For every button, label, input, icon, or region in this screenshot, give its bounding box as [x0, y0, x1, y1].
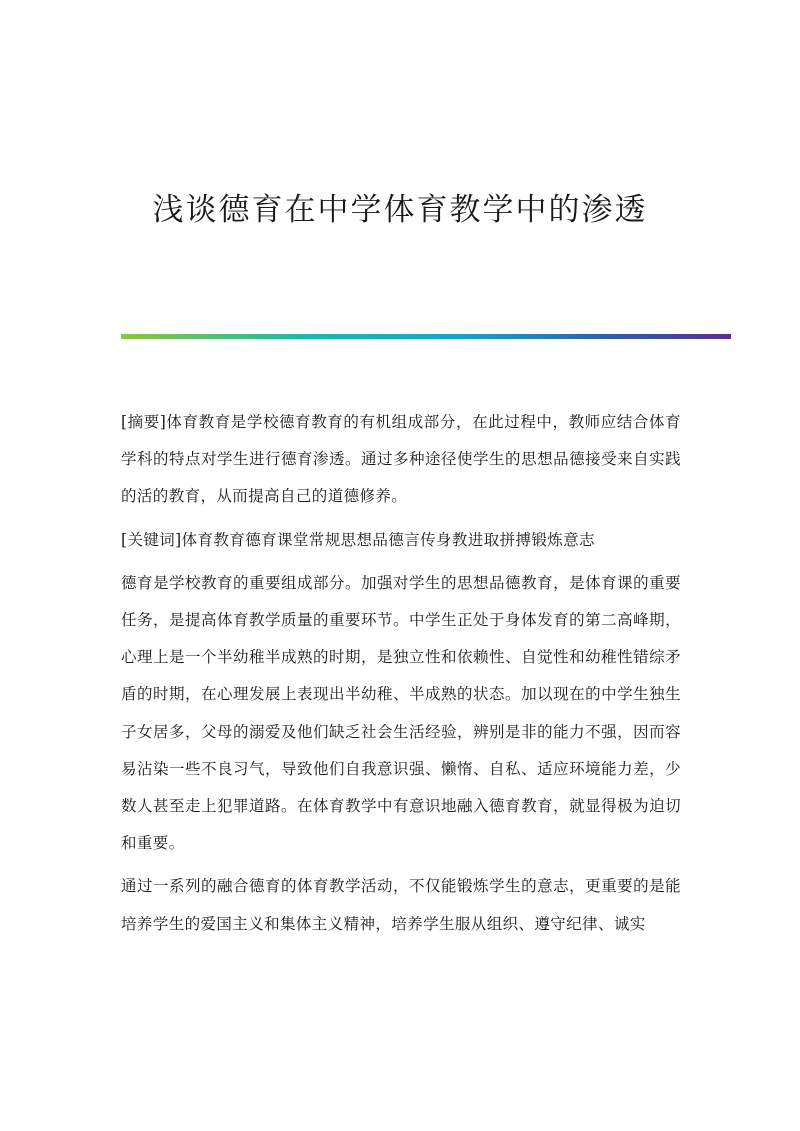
body-paragraph: 德育是学校教育的重要组成部分。加强对学生的思想品德教育，是体育课的重要任务，是提高体育教学质量的重要环节。中学生正处于身体发育的第二高峰期，心理上是一个半幼稚半成熟的时期，是独立性和依赖性、自觉性和幼稚性错综矛盾的时期，在心理发展上表现出半幼稚、半成熟的状态。加以现在的中学生独生子女居多，父母的溺爱及他们缺乏社会生活经验，辨别是非的能力不强，因而容易沾染一些不良习气，导致他们自我意识强、懒惰、自私、适应环境能力差，少数人甚至走上犯罪道路。在体育教学中有意识地融入德育教育，就显得极为迫切和重要。: [121, 573, 681, 853]
document-body: [121, 404, 681, 943]
document-title: 浅谈德育在中学体育教学中的渗透: [152, 192, 648, 228]
title-divider: [121, 334, 731, 339]
keywords-paragraph: [关键词]体育教育德育课堂常规思想品德言传身教进取拼搏锻炼意志: [121, 530, 595, 549]
abstract-paragraph: [摘要]体育教育是学校德育教育的有机组成部分，在此过程中，教师应结合体育学科的特点对学生进行德育渗透。通过多种途径使学生的思想品德接受来自实践的活的教育，从而提高自己的道德修养。: [121, 413, 681, 506]
body-paragraph: 通过一系列的融合德育的体育教学活动，不仅能锻炼学生的意志，更重要的是能培养学生的爱国主义和集体主义精神，培养学生服从组织、遵守纪律、诚实: [121, 877, 681, 933]
